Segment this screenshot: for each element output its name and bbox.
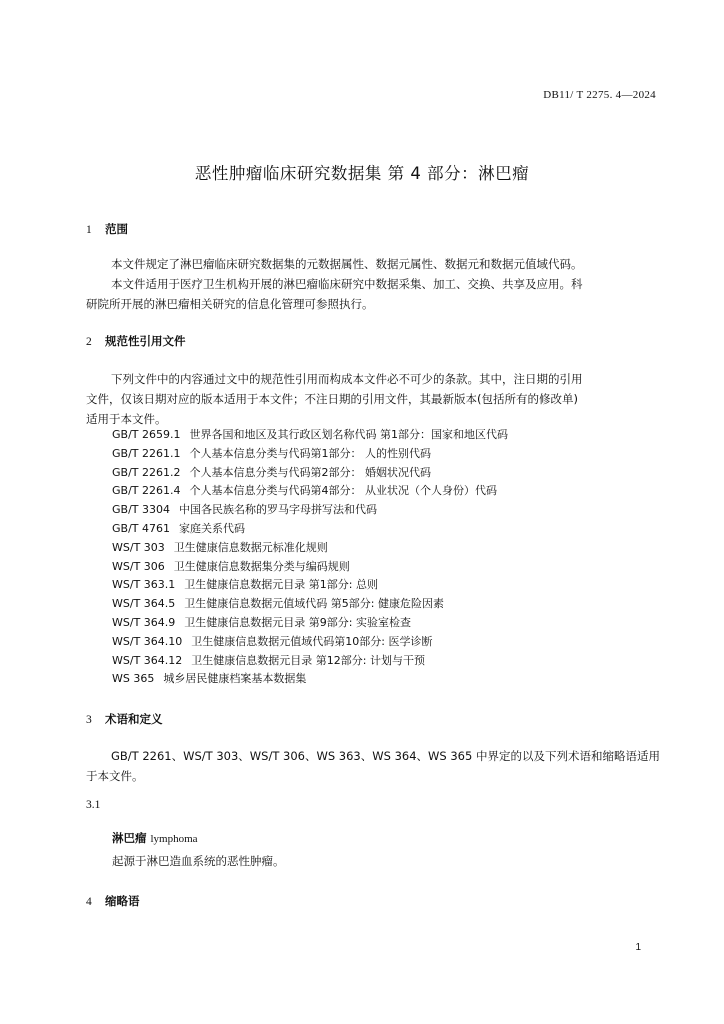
section-heading-normative-refs [86,333,186,349]
ref-title: 卫生健康信息数据元目录 第1部分: 总则 [184,578,378,592]
ref-code: GB/T 4761 [112,521,170,535]
standard-code: DB11/ T 2275. 4—2024 [543,89,656,101]
reference-item [112,482,508,501]
reference-item [112,633,508,652]
ref-title: 个人基本信息分类与代码第4部分： 从业状况（个人身份）代码 [189,484,497,498]
scope-paragraph-2 [86,274,658,314]
ref-code: WS 365 [112,672,155,686]
ref-code: GB/T 2261.1 [112,446,181,460]
text-line: 文件，仅该日期对应的版本适用于本文件；不注日期的引用文件，其最新版本(包括所有的修改单) [86,392,578,406]
ref-code: WS/T 364.12 [112,653,183,667]
reference-item [112,520,508,539]
ref-title: 卫生健康信息数据元标准化规则 [173,540,328,554]
term-number: 3.1 [86,799,101,811]
document-title: 恶性肿瘤临床研究数据集 第 4 部分：淋巴瘤 [194,164,530,183]
scope-paragraph-1 [86,254,658,274]
ref-title: 中国各民族名称的罗马字母拼写法和代码 [179,503,377,517]
term-heading [112,830,198,846]
ref-code: WS/T 364.9 [112,615,176,629]
ref-code: GB/T 3304 [112,503,170,517]
ref-title: 卫生健康信息数据元值域代码 第5部分: 健康危险因素 [184,597,444,611]
section-heading-scope [86,221,128,237]
section-heading-abbreviations [86,893,140,909]
ref-title: 城乡居民健康档案基本数据集 [163,672,307,686]
reference-item [112,539,508,558]
text-line: GB/T 2261、WS/T 303、WS/T 306、WS 363、WS 364、WS 365 中界定的以及下列术语和缩略语适用 [111,749,660,763]
ref-title: 卫生健康信息数据元目录 第9部分: 实验室检查 [184,615,411,629]
terms-intro-paragraph [86,746,658,786]
ref-title: 卫生健康信息数据集分类与编码规则 [173,559,350,573]
ref-code: WS/T 303 [112,540,165,554]
text-line: 下列文件中的内容通过文中的规范性引用而构成本文件必不可少的条款。其中，注日期的引用 [111,372,583,386]
ref-title: 家庭关系代码 [179,521,245,535]
ref-title: 个人基本信息分类与代码第2部分： 婚姻状况代码 [189,465,431,479]
section-heading-terms [86,711,163,727]
text-line: 研院所开展的淋巴瘤相关研究的信息化管理可参照执行。 [86,297,374,311]
reference-item [112,558,508,577]
reference-item [112,464,508,483]
ref-code: GB/T 2261.4 [112,484,181,498]
section-title: 缩略语 [105,894,140,908]
refs-intro-paragraph [86,369,658,429]
section-number: 2 [86,336,92,348]
term-english: lymphoma [150,833,198,845]
page-number: 1 [635,942,641,953]
section-title: 范围 [105,222,128,236]
ref-title: 卫生健康信息数据元目录 第12部分: 计划与干预 [191,653,425,667]
reference-item [112,670,508,689]
ref-code: GB/T 2659.1 [112,428,181,441]
ref-title: 世界各国和地区及其行政区划名称代码 第1部分：国家和地区代码 [189,428,508,441]
text-line: 适用于本文件。 [86,412,167,426]
term-definition: 起源于淋巴造血系统的恶性肿瘤。 [112,854,285,868]
reference-item [112,576,508,595]
ref-title: 卫生健康信息数据元值域代码第10部分: 医学诊断 [191,634,433,648]
ref-code: WS/T 306 [112,559,165,573]
text-line: 于本文件。 [86,769,144,783]
reference-item [112,595,508,614]
ref-title: 个人基本信息分类与代码第1部分： 人的性别代码 [189,446,431,460]
reference-item [112,426,508,445]
text-line: 本文件适用于医疗卫生机构开展的淋巴瘤临床研究中数据采集、加工、交换、共享及应用。科 [111,277,583,291]
section-number: 4 [86,896,92,908]
section-number: 3 [86,714,92,726]
reference-item [112,652,508,671]
text-line: 本文件规定了淋巴瘤临床研究数据集的元数据属性、数据元属性、数据元和数据元值域代码。 [111,257,583,271]
ref-code: GB/T 2261.2 [112,465,181,479]
reference-list [112,426,508,689]
section-number: 1 [86,224,92,236]
reference-item [112,614,508,633]
term-chinese: 淋巴瘤 [112,831,147,845]
reference-item [112,445,508,464]
section-title: 规范性引用文件 [105,334,186,348]
ref-code: WS/T 364.10 [112,634,183,648]
reference-item [112,501,508,520]
ref-code: WS/T 364.5 [112,597,176,611]
section-title: 术语和定义 [105,712,163,726]
ref-code: WS/T 363.1 [112,578,176,592]
